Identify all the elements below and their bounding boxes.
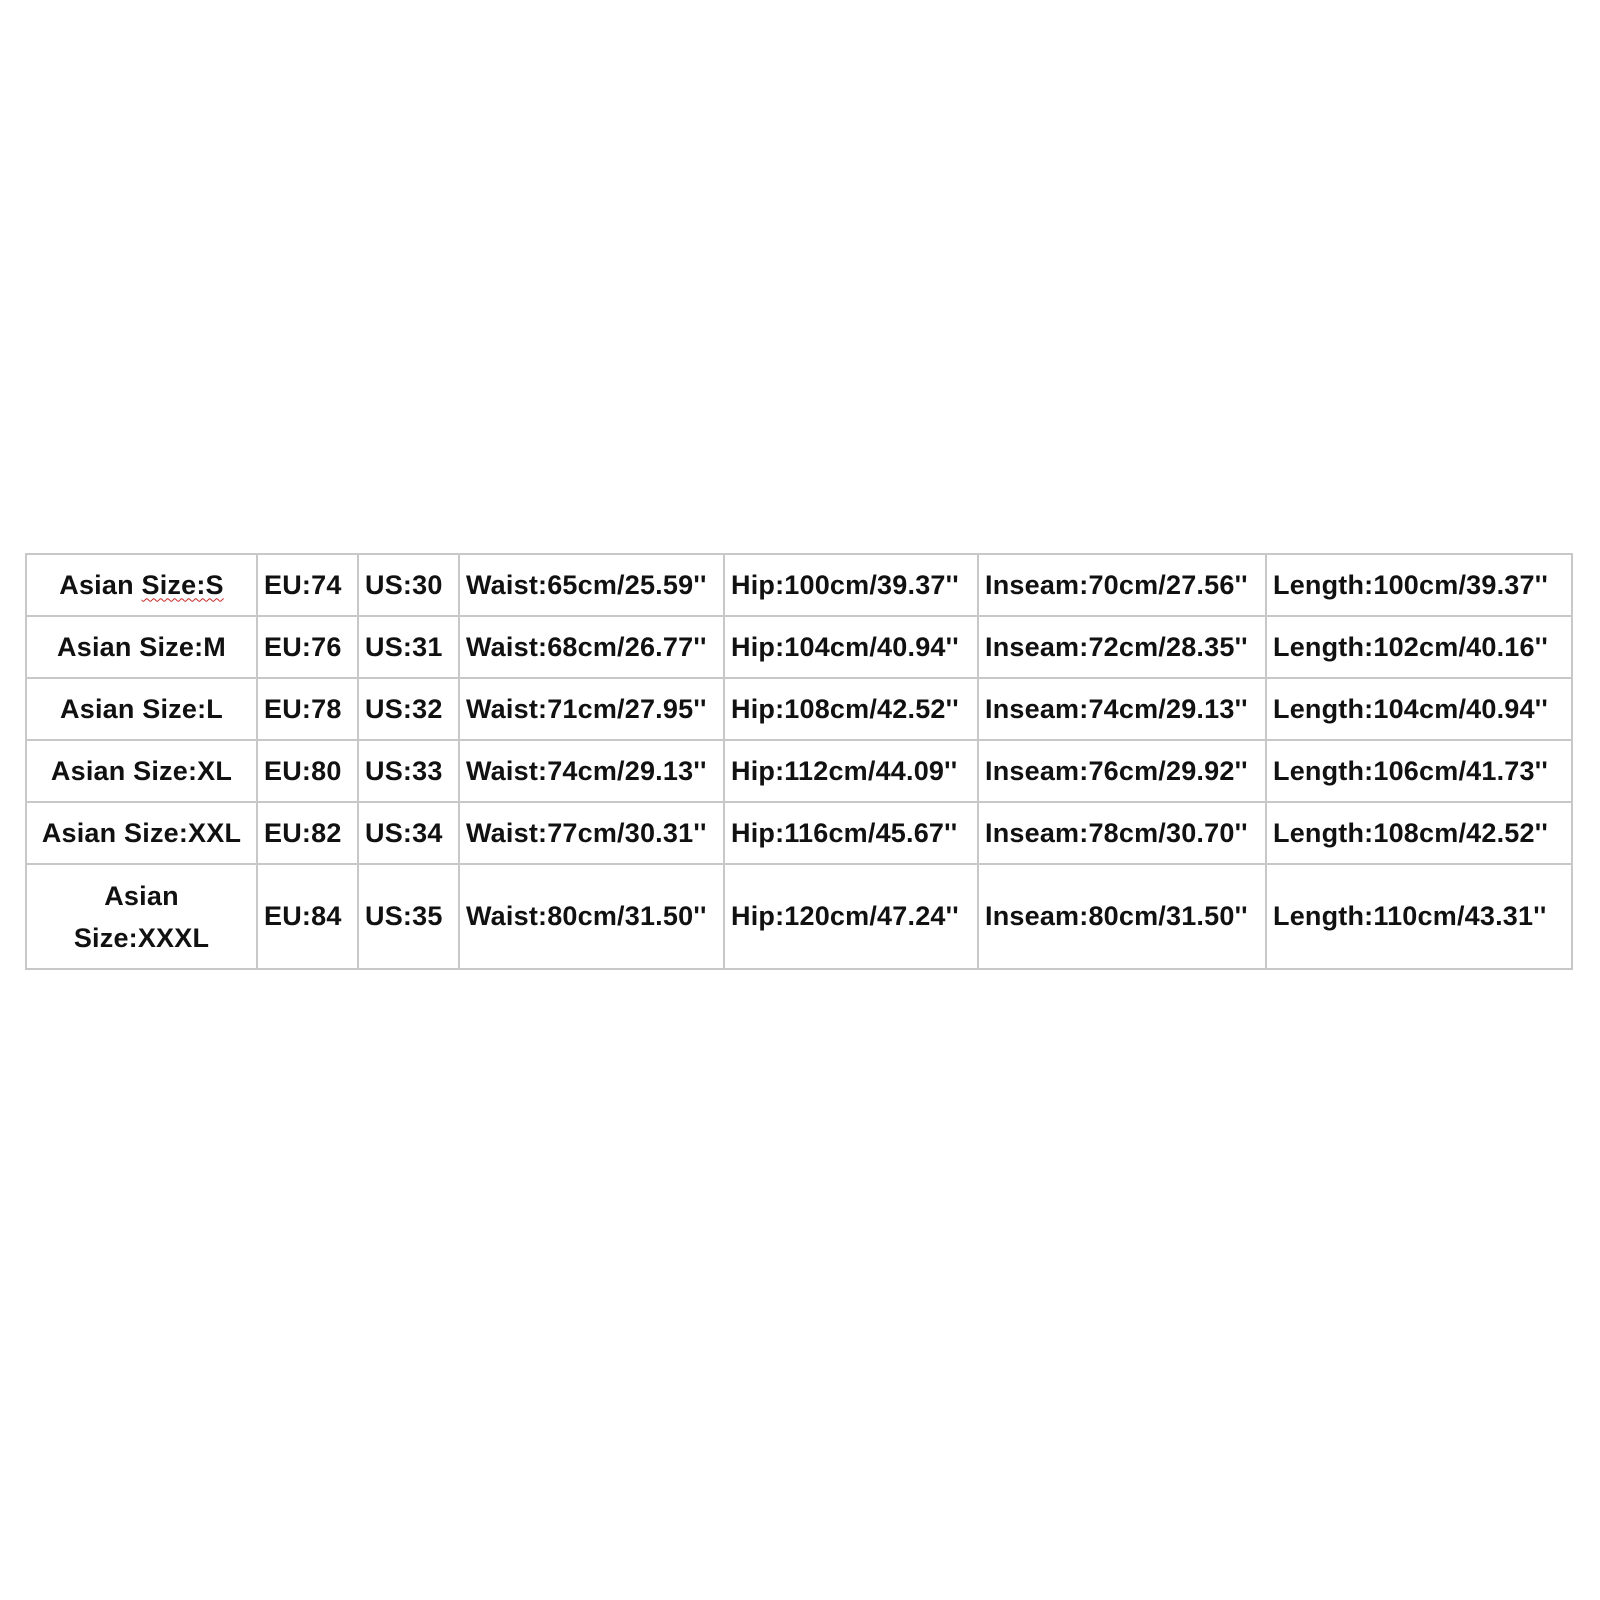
eu-size-cell: EU:74 [257,554,358,616]
us-size-cell: US:32 [358,678,459,740]
length-cell: Length:104cm/40.94'' [1266,678,1572,740]
waist-cell: Waist:65cm/25.59'' [459,554,724,616]
size-chart-table [25,553,1573,970]
asian-size-line-1: Asian [104,880,179,911]
asian-size-cell: Asian Size:L [26,678,257,740]
eu-size-cell: EU:76 [257,616,358,678]
asian-size-cell [26,864,257,969]
table-row [26,678,1572,740]
asian-size-cell: Asian Size:M [26,616,257,678]
us-size-cell: US:33 [358,740,459,802]
table-row [26,864,1572,969]
us-size-cell: US:31 [358,616,459,678]
length-cell: Length:102cm/40.16'' [1266,616,1572,678]
hip-cell: Hip:108cm/42.52'' [724,678,978,740]
table-row [26,802,1572,864]
hip-cell: Hip:104cm/40.94'' [724,616,978,678]
eu-size-cell: EU:80 [257,740,358,802]
hip-cell: Hip:120cm/47.24'' [724,864,978,969]
us-size-cell: US:30 [358,554,459,616]
waist-cell: Waist:68cm/26.77'' [459,616,724,678]
waist-cell: Waist:77cm/30.31'' [459,802,724,864]
inseam-cell: Inseam:72cm/28.35'' [978,616,1266,678]
waist-cell: Waist:74cm/29.13'' [459,740,724,802]
table-row [26,616,1572,678]
inseam-cell: Inseam:80cm/31.50'' [978,864,1266,969]
asian-size-cell: Asian Size:XXL [26,802,257,864]
length-cell: Length:108cm/42.52'' [1266,802,1572,864]
hip-cell: Hip:116cm/45.67'' [724,802,978,864]
us-size-cell: US:35 [358,864,459,969]
eu-size-cell: EU:84 [257,864,358,969]
eu-size-cell: EU:82 [257,802,358,864]
inseam-cell: Inseam:78cm/30.70'' [978,802,1266,864]
asian-size-cell [26,554,257,616]
inseam-cell: Inseam:70cm/27.56'' [978,554,1266,616]
waist-cell: Waist:71cm/27.95'' [459,678,724,740]
hip-cell: Hip:100cm/39.37'' [724,554,978,616]
length-cell: Length:106cm/41.73'' [1266,740,1572,802]
waist-cell: Waist:80cm/31.50'' [459,864,724,969]
asian-size-cell: Asian Size:XL [26,740,257,802]
us-size-cell: US:34 [358,802,459,864]
inseam-cell: Inseam:76cm/29.92'' [978,740,1266,802]
asian-size-label: Asian [59,569,142,600]
asian-size-line-2: Size:XXXL [73,922,210,953]
length-cell: Length:110cm/43.31'' [1266,864,1572,969]
length-cell: Length:100cm/39.37'' [1266,554,1572,616]
eu-size-cell: EU:78 [257,678,358,740]
table-row [26,740,1572,802]
inseam-cell: Inseam:74cm/29.13'' [978,678,1266,740]
table-row [26,554,1572,616]
spellcheck-underlined-text: Size:S [141,569,224,600]
hip-cell: Hip:112cm/44.09'' [724,740,978,802]
